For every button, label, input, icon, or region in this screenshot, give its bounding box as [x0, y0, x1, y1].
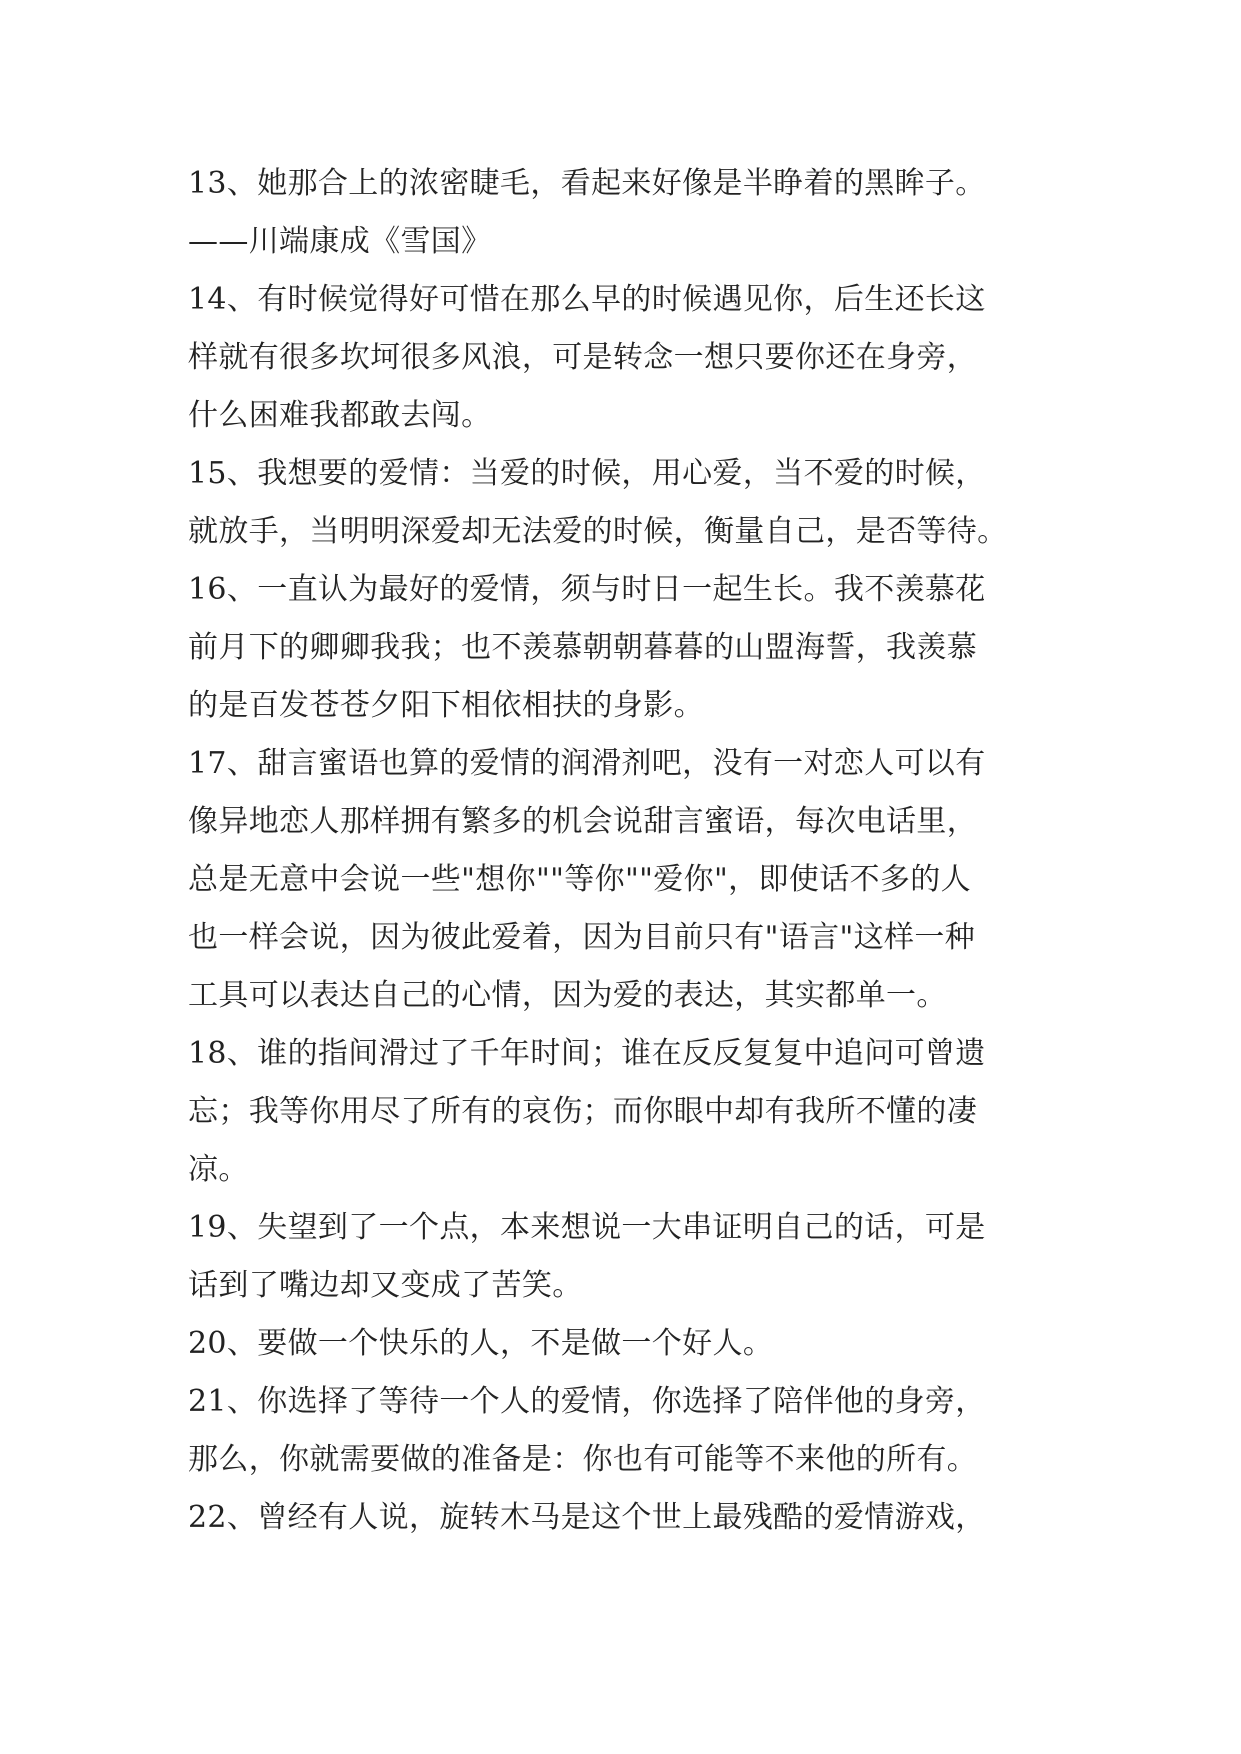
text-line: 16、一直认为最好的爱情，须与时日一起生长。我不羡慕花 — [188, 572, 986, 607]
text-line: 总是无意中会说一些"想你""等你""爱你"，即使话不多的人 — [188, 862, 971, 897]
document-body — [188, 155, 1088, 1547]
text-line: 21、你选择了等待一个人的爱情，你选择了陪伴他的身旁， — [188, 1384, 986, 1419]
text-line: 像异地恋人那样拥有繁多的机会说甜言蜜语，每次电话里， — [188, 804, 978, 839]
text-line: 样就有很多坎坷很多风浪，可是转念一想只要你还在身旁， — [188, 340, 978, 375]
text-line: 13、她那合上的浓密睫毛，看起来好像是半睁着的黑眸子。 — [188, 166, 986, 201]
text-line: 什么困难我都敢去闯。 — [188, 398, 492, 433]
text-line: 话到了嘴边却又变成了苦笑。 — [188, 1268, 583, 1303]
text-line: 那么，你就需要做的准备是：你也有可能等不来他的所有。 — [188, 1442, 978, 1477]
text-line: 的是百发苍苍夕阳下相依相扶的身影。 — [188, 688, 704, 723]
text-line: 14、有时候觉得好可惜在那么早的时候遇见你，后生还长这 — [188, 282, 986, 317]
text-line: 工具可以表达自己的心情，因为爱的表达，其实都单一。 — [188, 978, 947, 1013]
text-line: 18、谁的指间滑过了千年时间；谁在反反复复中追问可曾遗 — [188, 1036, 986, 1071]
text-line: 19、失望到了一个点，本来想说一大串证明自己的话，可是 — [188, 1210, 986, 1245]
text-line: 前月下的卿卿我我；也不羡慕朝朝暮暮的山盟海誓，我羡慕 — [188, 630, 978, 665]
text-line: 22、曾经有人说，旋转木马是这个世上最残酷的爱情游戏， — [188, 1500, 986, 1535]
text-line: 凉。 — [188, 1152, 249, 1187]
text-line: ——川端康成《雪国》 — [188, 224, 492, 259]
text-line: 就放手，当明明深爱却无法爱的时候，衡量自己，是否等待。 — [188, 514, 1008, 549]
text-line: 也一样会说，因为彼此爱着，因为目前只有"语言"这样一种 — [188, 920, 976, 955]
text-line: 忘；我等你用尽了所有的哀伤；而你眼中却有我所不懂的凄 — [188, 1094, 978, 1129]
text-line: 20、要做一个快乐的人，不是做一个好人。 — [188, 1326, 774, 1361]
text-line: 15、我想要的爱情：当爱的时候，用心爱，当不爱的时候， — [188, 456, 986, 491]
text-line: 17、甜言蜜语也算的爱情的润滑剂吧，没有一对恋人可以有 — [188, 746, 986, 781]
